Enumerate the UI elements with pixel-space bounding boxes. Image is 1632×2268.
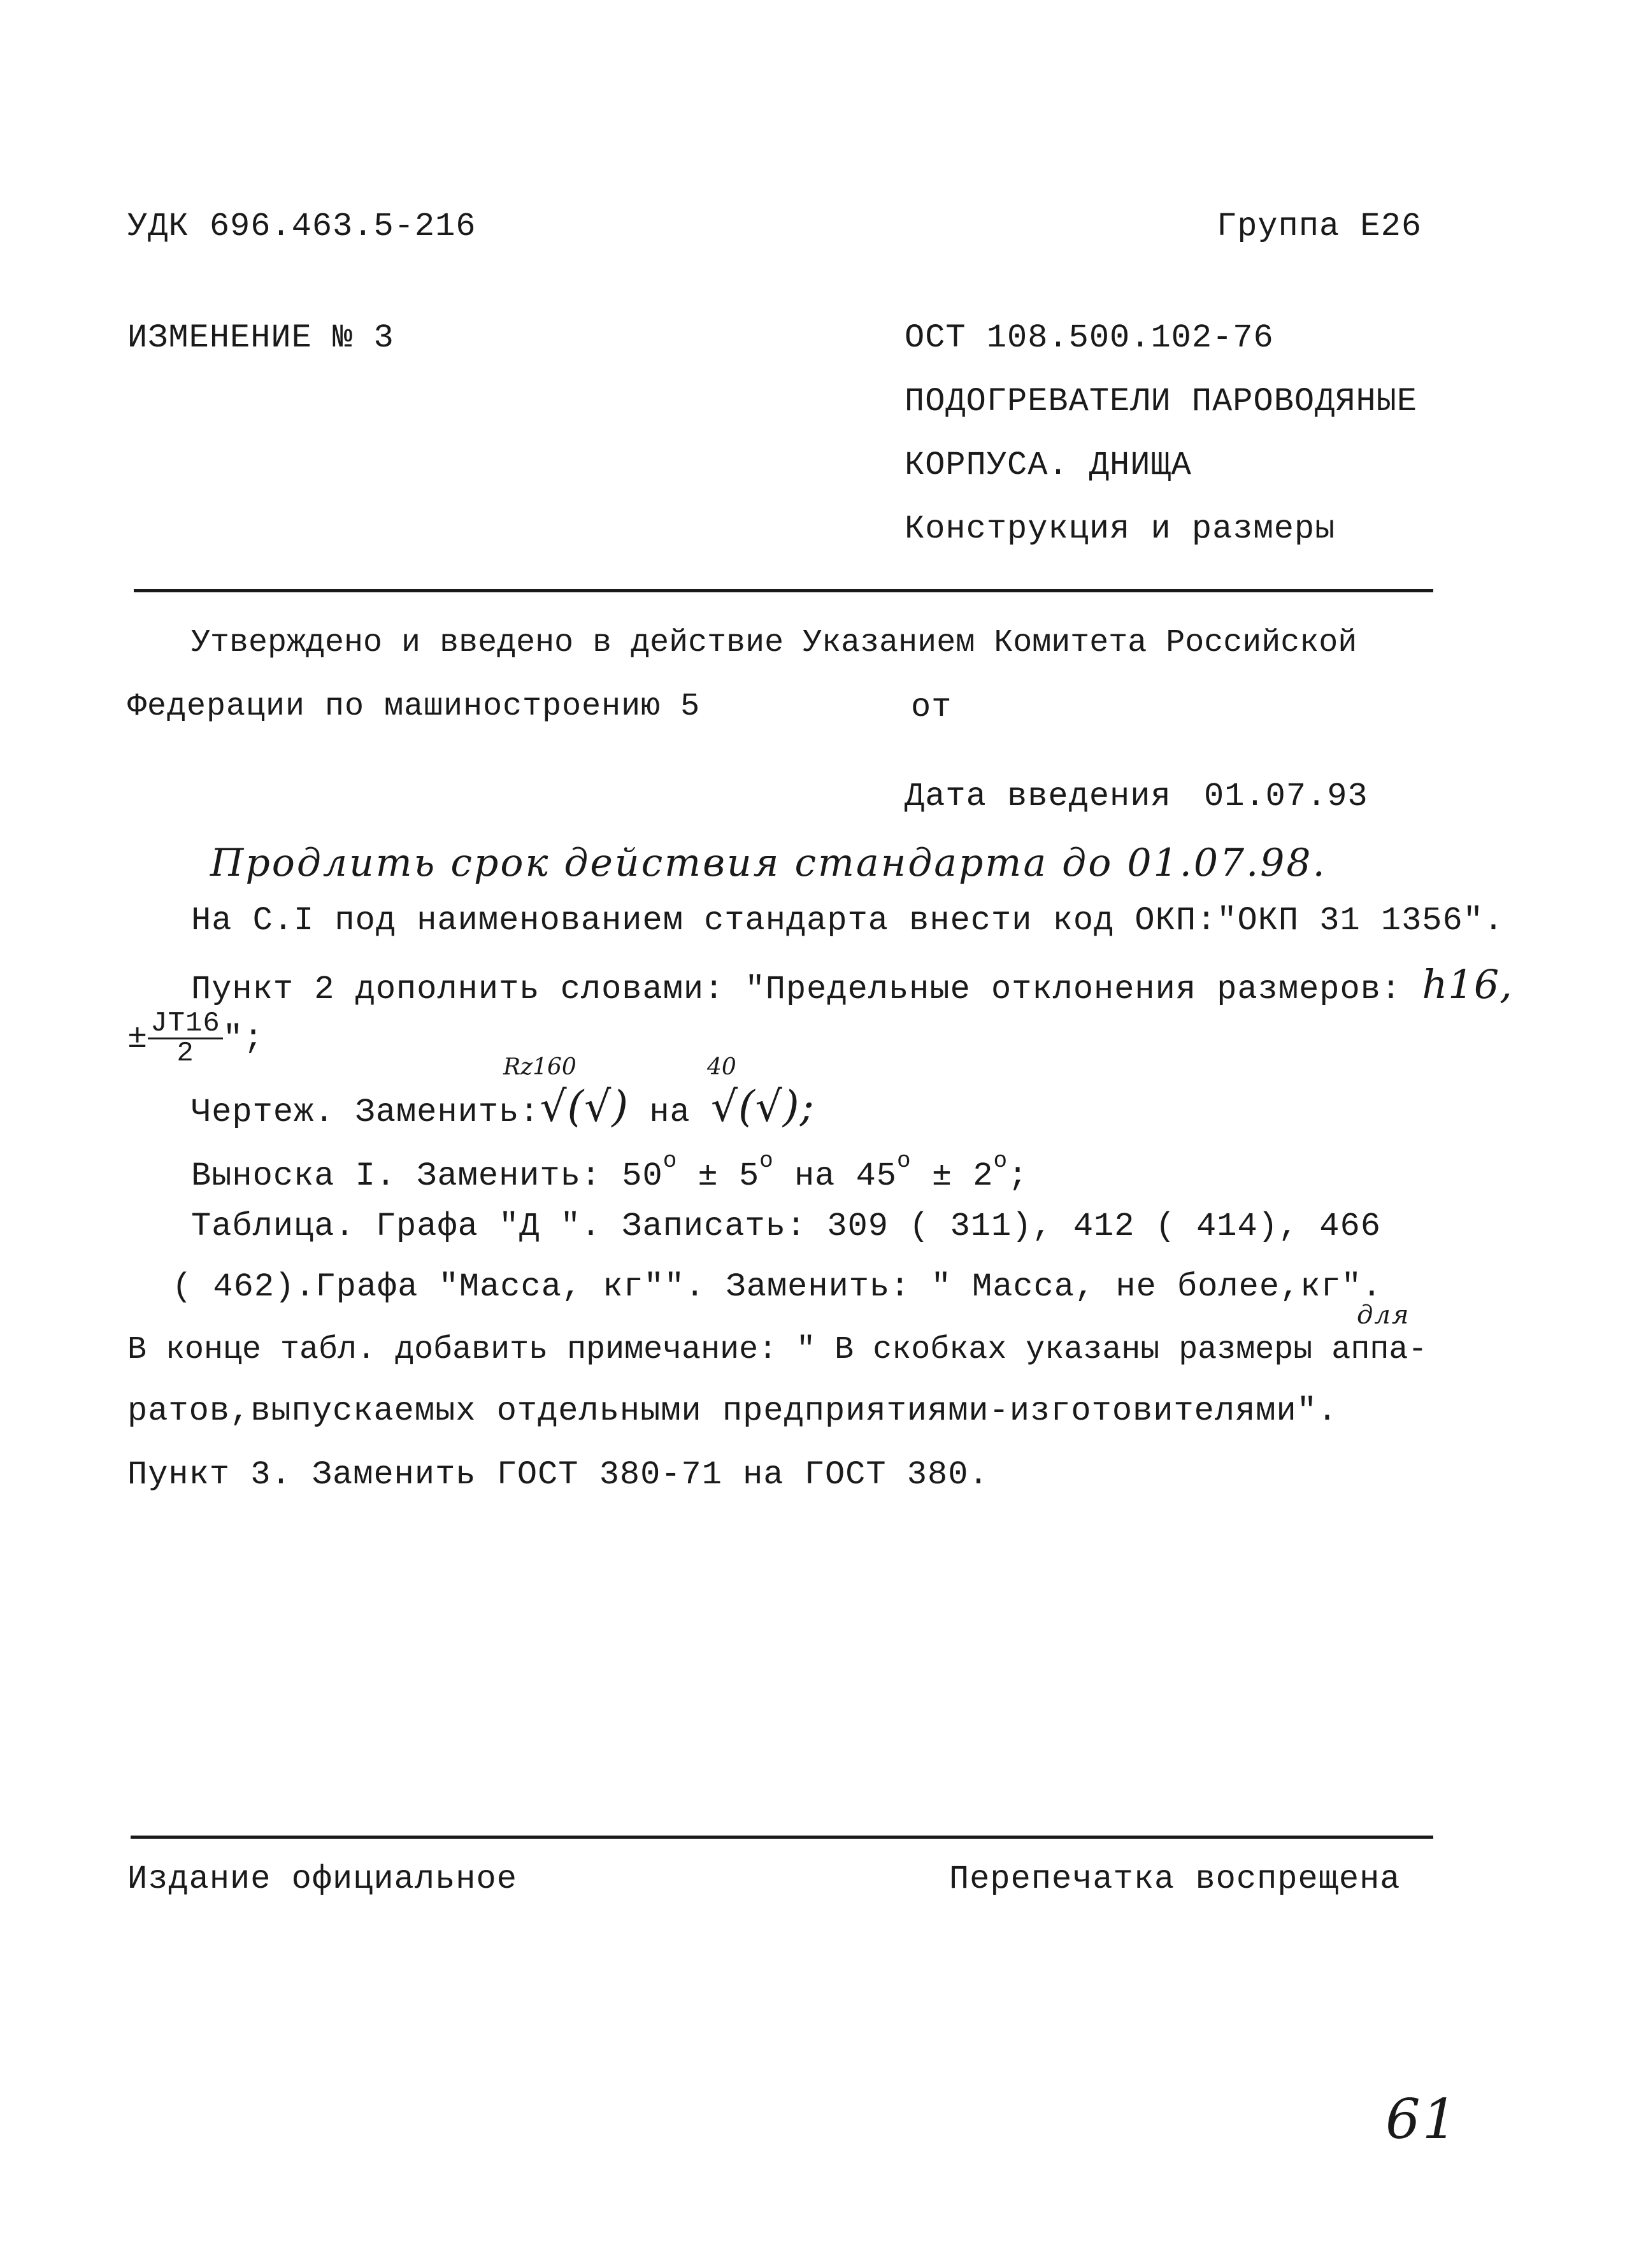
udk-code: УДК 696.463.5-216 [127, 208, 476, 245]
footer-divider [131, 1836, 1433, 1839]
note-line-1: В конце табл. добавить примечание: " В скобках указаны размеры аппа- [127, 1332, 1428, 1368]
fraction-suffix: "; [222, 1020, 264, 1058]
fraction-numerator: JT16 [148, 1009, 223, 1039]
callout-tol-1: ± 5 [677, 1157, 760, 1195]
standard-title-1: ПОДОГРЕВАТЕЛИ ПАРОВОДЯНЫЕ [905, 383, 1418, 420]
header-divider [134, 589, 1433, 592]
point-2-text: Пункт 2 дополнить словами: "Предельные отклонения размеров: [191, 971, 1402, 1008]
callout-label: Выноска I. Заменить: 50 [191, 1157, 663, 1195]
note-line-2: ратов,выпускаемых отдельными предприятиями-изготовителями". [127, 1392, 1338, 1430]
footer-official-edition: Издание официальное [127, 1860, 517, 1898]
degree-1: о [662, 1148, 678, 1174]
table-line-2: ( 462).Графа "Масса, кг"". Заменить: " Масса, не более,кг". [172, 1268, 1383, 1306]
intro-date-value: 01.07.93 [1204, 778, 1368, 815]
roughness-from-note: Rz160 [503, 1054, 576, 1080]
note-handwritten-insert: для [1357, 1301, 1410, 1330]
point-2-handwritten-value: h16, [1422, 961, 1513, 1008]
standard-title-2: КОРПУСА. ДНИЩА [905, 446, 1192, 484]
approval-line-2: Федерации по машиностроению 5 [127, 688, 701, 725]
roughness-to-note: 40 [707, 1054, 736, 1080]
degree-4: о [993, 1148, 1008, 1174]
callout-line [191, 1150, 1028, 1193]
callout-mid: на 45 [773, 1157, 897, 1195]
drawing-mid: на [649, 1094, 691, 1131]
okp-line: На С.I под наименованием стандарта внести код ОКП:"ОКП 31 1356". [191, 902, 1505, 939]
degree-3: о [897, 1148, 912, 1174]
callout-tol-2: ± 2 [911, 1157, 994, 1195]
point-2-line [191, 961, 1513, 1008]
fraction-prefix: ± [127, 1020, 148, 1058]
tolerance-fraction [148, 1009, 223, 1067]
standard-subtitle: Конструкция и размеры [905, 510, 1336, 548]
approval-from: от [911, 688, 952, 726]
handwritten-extension: Продлить срок действия стандарта до 01.07.98. [210, 841, 1327, 885]
point-3-line: Пункт 3. Заменить ГОСТ 380-71 на ГОСТ 380. [127, 1456, 989, 1494]
page-number: 61 [1385, 2088, 1459, 2151]
roughness-to-symbol: √(√); [710, 1082, 815, 1131]
change-number: ИЗМЕНЕНИЕ № 3 [127, 319, 394, 357]
degree-2: о [759, 1148, 774, 1174]
intro-date-label: Дата введения [905, 778, 1171, 815]
drawing-label: Чертеж. Заменить: [191, 1094, 540, 1131]
group-code: Группа Е26 [1217, 208, 1422, 245]
approval-line-1: Утверждено и введено в действие Указанием Комитета Российской [191, 625, 1357, 661]
drawing-line [191, 1082, 815, 1131]
callout-end: ; [1008, 1157, 1029, 1195]
fraction-denominator: 2 [176, 1038, 194, 1069]
table-line-1: Таблица. Графа "Д ". Записать: 309 ( 311), 412 ( 414), 466 [191, 1208, 1381, 1245]
tolerance-fraction-line [127, 1009, 264, 1067]
footer-reprint-forbidden: Перепечатка воспрещена [949, 1860, 1401, 1898]
standard-code: ОСТ 108.500.102-76 [905, 319, 1274, 357]
roughness-from-symbol: √(√) [540, 1082, 629, 1131]
